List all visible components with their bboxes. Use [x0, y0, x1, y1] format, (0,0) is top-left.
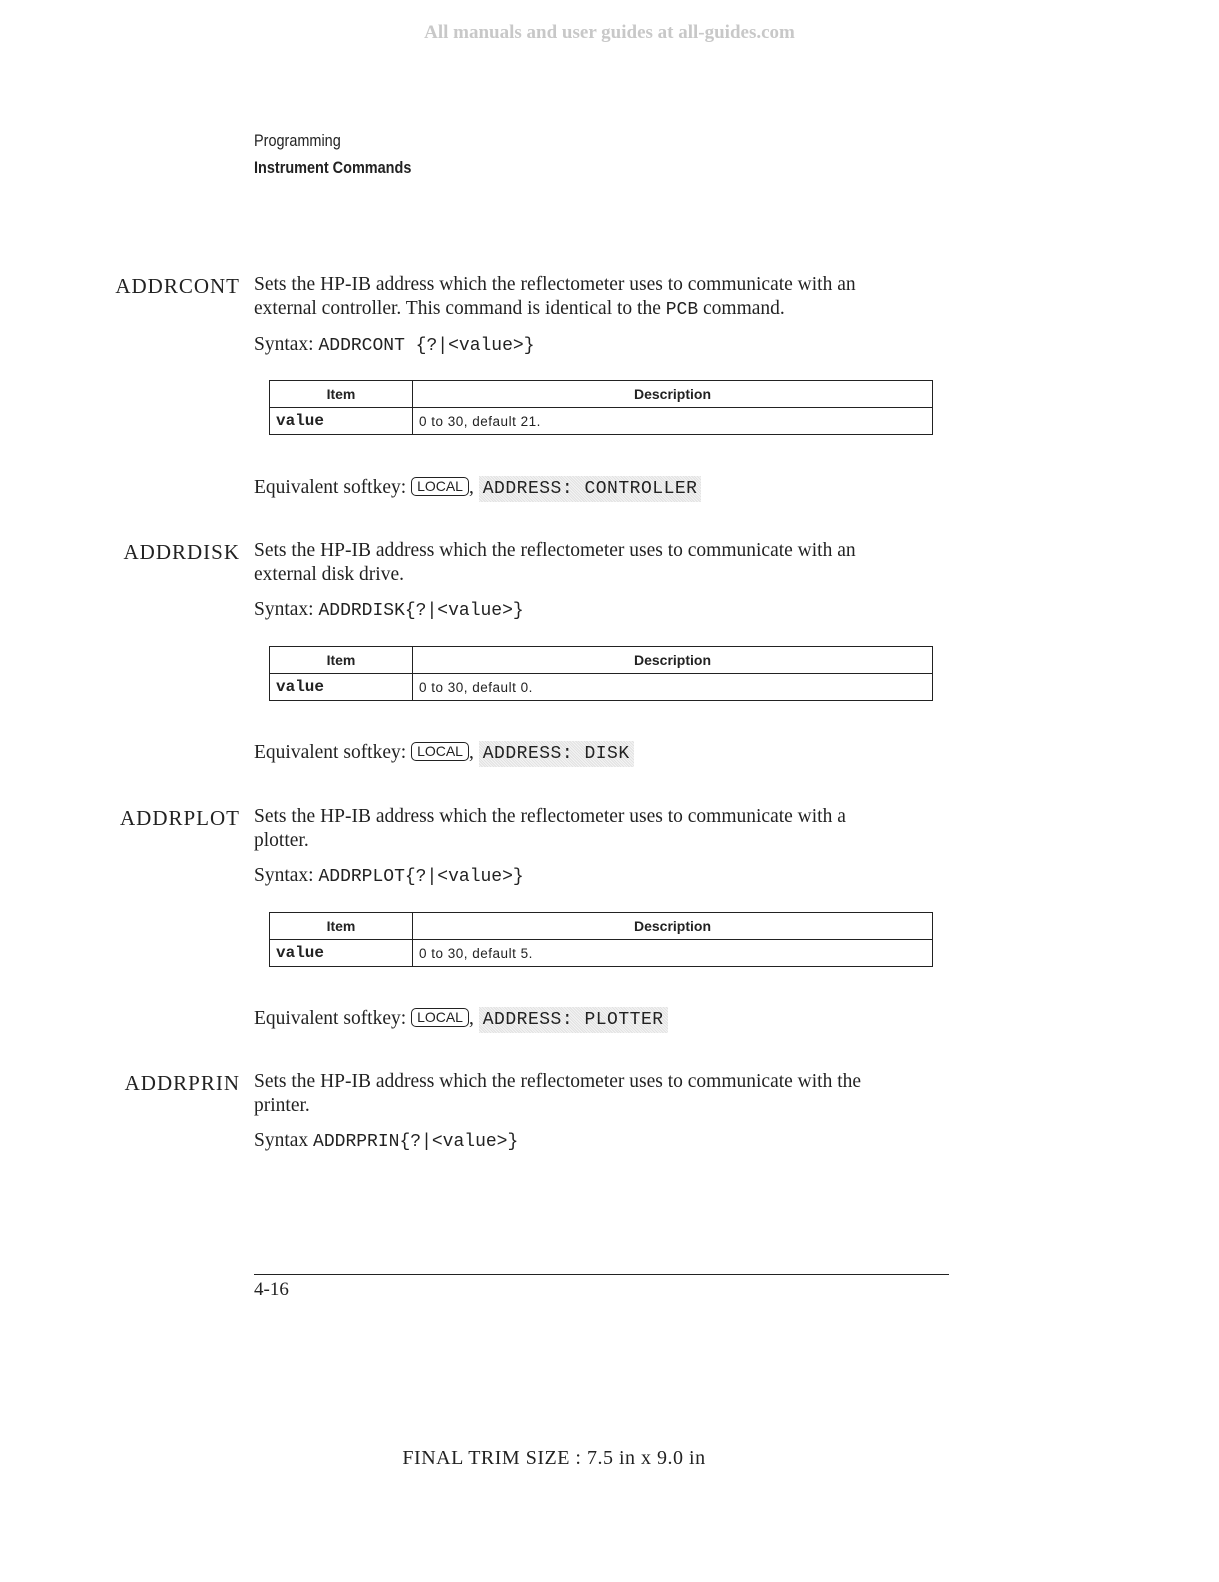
command-description-addrprin [254, 1070, 954, 1118]
column-header-description: Description [413, 647, 933, 674]
syntax-code: ADDRCONT {?|<value>} [318, 336, 535, 356]
table-row [270, 940, 933, 967]
equivalent-softkey-line-addrplot [254, 1007, 954, 1033]
description-line: external disk drive. [254, 564, 404, 585]
equivalent-softkey-line-addrdisk [254, 741, 954, 767]
address-controller-softkey[interactable]: ADDRESS: CONTROLLER [479, 476, 702, 502]
trim-size-note: FINAL TRIM SIZE : 7.5 in x 9.0 in [402, 1447, 706, 1469]
parameter-table-addrcont [269, 380, 933, 435]
description-line [254, 297, 954, 322]
table-row [270, 674, 933, 701]
section-title: Programming [254, 131, 341, 150]
command-name-addrdisk: ADDRDISK [123, 540, 240, 564]
syntax-label: Syntax: [254, 865, 319, 886]
table-row [270, 408, 933, 435]
parameter-table-addrplot [269, 912, 933, 967]
param-description: 0 to 30, default 0. [413, 674, 933, 701]
syntax-code: ADDRPRIN{?|<value>} [313, 1132, 519, 1152]
separator: , [468, 477, 474, 498]
command-description-addrcont [254, 273, 954, 322]
command-name-addrprin: ADDRPRIN [124, 1071, 240, 1095]
description-line: printer. [254, 1095, 310, 1116]
syntax-code: ADDRPLOT{?|<value>} [318, 867, 524, 887]
command-description-addrdisk [254, 539, 954, 587]
footer-rule [254, 1274, 949, 1275]
syntax-line-addrcont [254, 333, 954, 358]
param-item: value [270, 674, 413, 701]
column-header-item: Item [270, 381, 413, 408]
syntax-code: ADDRDISK{?|<value>} [318, 601, 524, 621]
equiv-label: Equivalent softkey: [254, 742, 412, 763]
param-item: value [270, 940, 413, 967]
description-text: external controller. This command is identical to the [254, 298, 666, 319]
local-hardkey[interactable]: LOCAL [411, 1008, 469, 1027]
column-header-item: Item [270, 647, 413, 674]
page-number: 4-16 [254, 1279, 289, 1300]
syntax-label: Syntax [254, 1130, 314, 1151]
separator: , [468, 1008, 474, 1029]
command-description-addrplot [254, 805, 954, 853]
table-header-row [270, 381, 933, 408]
equivalent-softkey-line-addrcont [254, 476, 954, 502]
local-hardkey[interactable]: LOCAL [411, 477, 469, 496]
subsection-title: Instrument Commands [254, 158, 412, 177]
description-line: Sets the HP-IB address which the reflectometer uses to communicate with an [254, 274, 856, 295]
syntax-label: Syntax: [254, 334, 319, 355]
watermark: All manuals and user guides at all-guides.com [424, 22, 795, 43]
description-line: Sets the HP-IB address which the reflectometer uses to communicate with an [254, 540, 856, 561]
command-name-addrcont: ADDRCONT [115, 274, 240, 298]
syntax-line-addrplot [254, 864, 954, 889]
table-header-row [270, 913, 933, 940]
command-name-addrplot: ADDRPLOT [119, 806, 240, 830]
param-description: 0 to 30, default 21. [413, 408, 933, 435]
param-description: 0 to 30, default 5. [413, 940, 933, 967]
column-header-description: Description [413, 381, 933, 408]
address-disk-softkey[interactable]: ADDRESS: DISK [479, 741, 634, 767]
separator: , [468, 742, 474, 763]
equiv-label: Equivalent softkey: [254, 1008, 412, 1029]
table-header-row [270, 647, 933, 674]
column-header-item: Item [270, 913, 413, 940]
local-hardkey[interactable]: LOCAL [411, 742, 469, 761]
description-line: Sets the HP-IB address which the reflectometer uses to communicate with the [254, 1071, 862, 1092]
address-plotter-softkey[interactable]: ADDRESS: PLOTTER [479, 1007, 668, 1033]
column-header-description: Description [413, 913, 933, 940]
inline-code: PCB [665, 300, 699, 320]
syntax-line-addrdisk [254, 598, 954, 623]
description-line: plotter. [254, 830, 309, 851]
syntax-line-addrprin [254, 1129, 954, 1154]
description-text: command. [698, 298, 785, 319]
description-line: Sets the HP-IB address which the reflectometer uses to communicate with a [254, 806, 846, 827]
equiv-label: Equivalent softkey: [254, 477, 412, 498]
syntax-label: Syntax: [254, 599, 319, 620]
parameter-table-addrdisk [269, 646, 933, 701]
param-item: value [270, 408, 413, 435]
